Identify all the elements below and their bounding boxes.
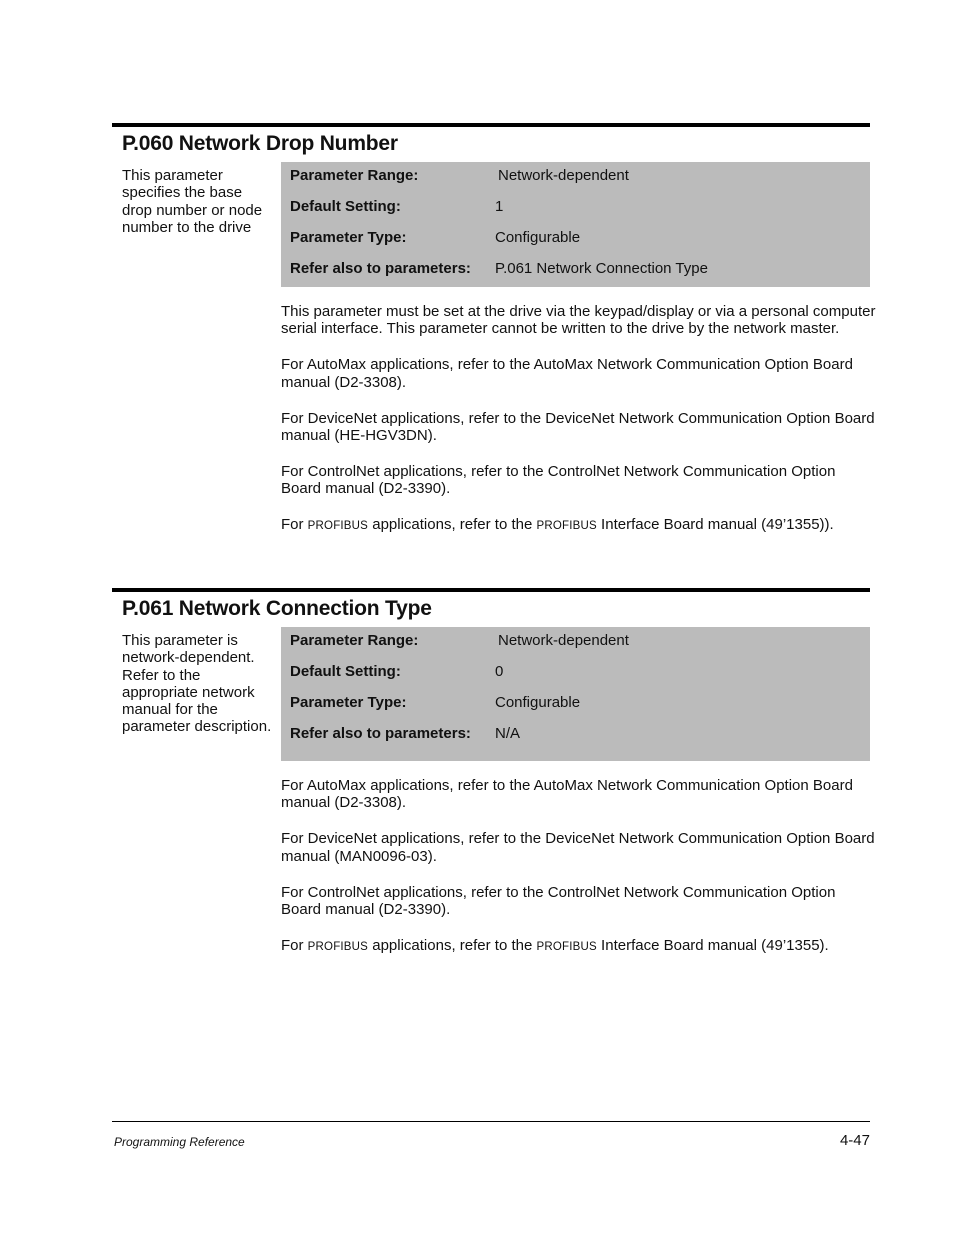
param-value: N/A [495,725,521,742]
parameter-description: This parameter is network-dependent. Refer to the appropriate network manual for the parameter description. [122,632,272,736]
param-label: Parameter Type: [290,694,407,711]
parameter-description: This parameter specifies the base drop number or node number to the drive [122,167,263,236]
text-run: Interface Board manual (49’1355). [596,936,829,954]
footer-title: Programming Reference [114,1135,245,1149]
param-row-range [281,630,870,661]
param-row-type [281,227,870,258]
param-label: Default Setting: [290,198,401,215]
param-value: P.061 Network Connection Type [495,260,708,277]
profibus-smallcaps: PROFIBUS [536,940,597,953]
text-run: For [281,936,308,954]
section-heading: P.061 Network Connection Type [122,597,432,620]
param-row-refer [281,258,870,289]
text-run: Interface Board manual (49’1355)). [596,516,834,534]
param-row-default [281,661,870,692]
param-label: Parameter Range: [290,632,419,649]
profibus-paragraph [281,937,876,956]
body-paragraph: For AutoMax applications, refer to the AutoMax Network Communication Option Board manual (D2-3308). [281,777,853,812]
param-value: Configurable [495,694,581,711]
body-paragraph: For ControlNet applications, refer to the ControlNet Network Communication Option Board manual (D2-3390). [281,883,836,918]
parameter-info-box [281,627,870,761]
text-run: applications, refer to the [368,936,537,954]
text-run: applications, refer to the [368,516,537,534]
param-label: Default Setting: [290,663,401,680]
section-body [281,303,876,554]
param-label: Parameter Range: [290,167,419,184]
param-value: Network-dependent [498,167,629,184]
param-row-default [281,196,870,227]
param-row-range [281,165,870,196]
parameter-info-box [281,162,870,287]
parameter-section-p061 [112,588,875,968]
profibus-paragraph [281,516,876,535]
param-label: Refer also to parameters: [290,725,471,742]
param-label: Parameter Type: [290,229,407,246]
param-value: Configurable [495,229,581,246]
param-row-type [281,692,870,723]
parameter-section-p060 [112,123,876,563]
profibus-smallcaps: PROFIBUS [307,520,369,533]
param-row-refer [281,723,870,754]
section-body [281,777,876,975]
param-value: 1 [495,198,504,215]
param-value: Network-dependent [498,632,629,649]
text-run: For [281,516,308,534]
page-number: 4-47 [839,1132,870,1149]
profibus-smallcaps: PROFIBUS [307,940,369,953]
section-heading: P.060 Network Drop Number [122,132,398,155]
body-paragraph: For ControlNet applications, refer to the ControlNet Network Communication Option Board manual (D2-3390). [281,462,836,498]
body-paragraph: For DeviceNet applications, refer to the DeviceNet Network Communication Option Board manual (MAN0096-03). [281,830,875,865]
body-paragraph: This parameter must be set at the drive via the keypad/display or via a personal computer serial interface. This parameter cannot be written to the drive by the network master. [281,303,876,338]
body-paragraph: For AutoMax applications, refer to the AutoMax Network Communication Option Board manual (D2-3308). [281,356,853,391]
footer-rule [112,1121,870,1122]
section-rule [112,588,870,592]
section-rule [112,123,870,127]
body-paragraph: For DeviceNet applications, refer to the DeviceNet Network Communication Option Board manual (HE-HGV3DN). [281,409,875,444]
param-value: 0 [495,663,504,680]
profibus-smallcaps: PROFIBUS [536,520,597,533]
param-label: Refer also to parameters: [290,260,471,277]
